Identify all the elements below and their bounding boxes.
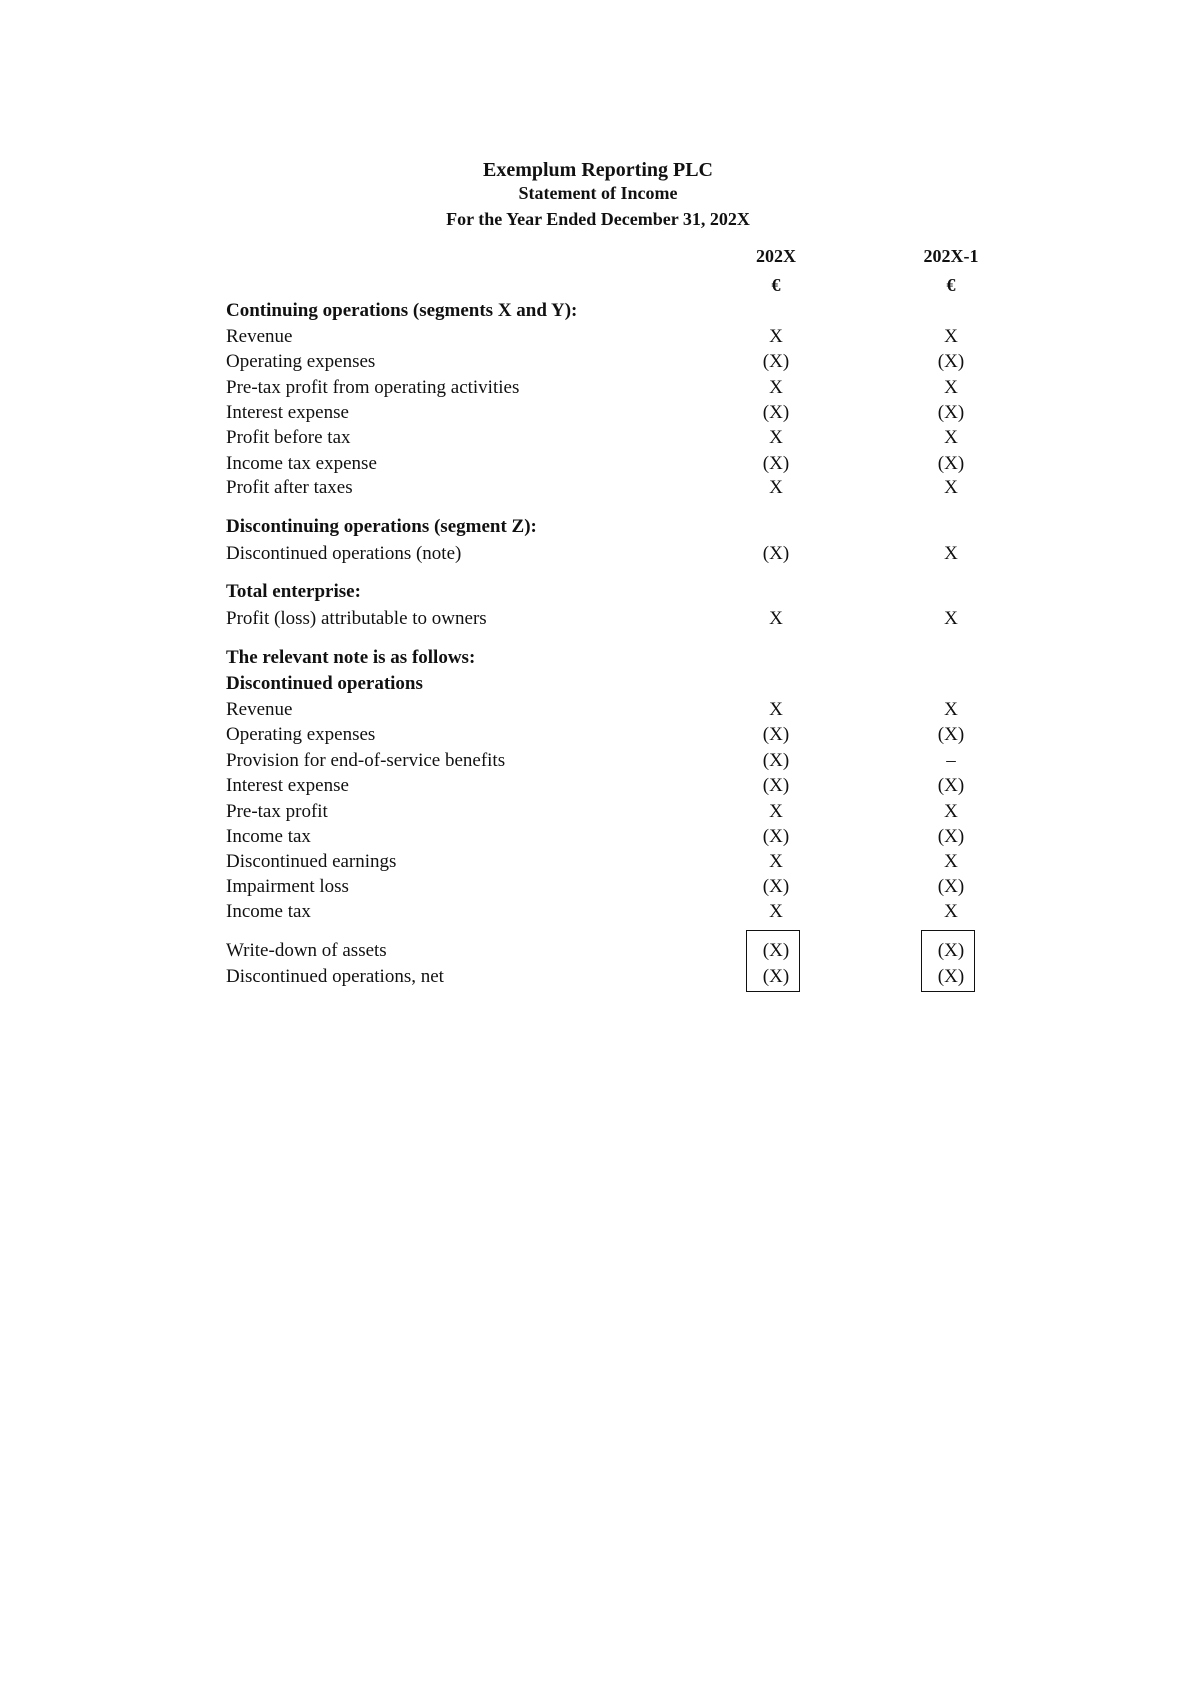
- value-prior: X: [944, 326, 958, 347]
- table-row: [226, 349, 1006, 374]
- currency-prior: €: [946, 275, 956, 295]
- table-row: [226, 697, 1006, 722]
- section-heading-row: [226, 645, 1006, 670]
- value-current: X: [769, 608, 783, 629]
- value-prior: –: [946, 750, 956, 771]
- value-prior: (X): [937, 966, 965, 987]
- row-label: Operating expenses: [226, 351, 376, 372]
- value-prior: X: [944, 901, 958, 922]
- table-row: [226, 606, 1006, 631]
- table-row: [226, 874, 1006, 899]
- value-prior: X: [944, 377, 958, 398]
- value-current: X: [769, 801, 783, 822]
- row-label: Discontinued operations, net: [226, 966, 444, 987]
- boxed-values-prior: [921, 930, 975, 992]
- table-row: [226, 425, 1006, 450]
- table-row: [226, 938, 1006, 963]
- row-label: Provision for end-of-service benefits: [226, 750, 506, 771]
- value-current: (X): [762, 351, 790, 372]
- table-row: [226, 541, 1006, 566]
- value-prior: X: [944, 801, 958, 822]
- table-row: [226, 375, 1006, 400]
- value-current: (X): [762, 826, 790, 847]
- statement-title: Statement of Income: [518, 183, 678, 203]
- value-prior: (X): [937, 775, 965, 796]
- value-prior: (X): [937, 826, 965, 847]
- row-label: Write-down of assets: [226, 940, 387, 961]
- value-current: X: [769, 477, 783, 498]
- column-header-current: 202X: [756, 246, 796, 266]
- table-row: [226, 451, 1006, 476]
- row-label: Profit (loss) attributable to owners: [226, 608, 487, 629]
- section-heading: Discontinuing operations (segment Z):: [226, 516, 537, 537]
- section-heading-row: [226, 298, 1006, 323]
- table-row: [226, 748, 1006, 773]
- value-prior: X: [944, 427, 958, 448]
- value-prior: (X): [937, 724, 965, 745]
- company-name: Exemplum Reporting PLC: [483, 159, 713, 181]
- boxed-values-current: [746, 930, 800, 992]
- value-prior: (X): [937, 940, 965, 961]
- value-prior: X: [944, 477, 958, 498]
- value-current: (X): [762, 876, 790, 897]
- value-prior: X: [944, 699, 958, 720]
- section-heading: Continuing operations (segments X and Y):: [226, 300, 578, 321]
- row-label: Pre-tax profit from operating activities: [226, 377, 520, 398]
- section-heading: Total enterprise:: [226, 581, 361, 602]
- table-row: [226, 824, 1006, 849]
- row-label: Revenue: [226, 699, 293, 720]
- value-current: (X): [762, 775, 790, 796]
- row-label: Discontinued earnings: [226, 851, 397, 872]
- row-label: Impairment loss: [226, 876, 349, 897]
- column-header-prior: 202X-1: [923, 246, 979, 266]
- table-row: [226, 722, 1006, 747]
- row-label: Discontinued operations (note): [226, 543, 462, 564]
- row-label: Profit before tax: [226, 427, 351, 448]
- value-current: X: [769, 377, 783, 398]
- value-current: X: [769, 901, 783, 922]
- value-prior: (X): [937, 351, 965, 372]
- statement-period: For the Year Ended December 31, 202X: [446, 209, 750, 229]
- value-prior: (X): [937, 876, 965, 897]
- value-current: (X): [762, 724, 790, 745]
- value-prior: X: [944, 543, 958, 564]
- value-current: (X): [762, 940, 790, 961]
- value-current: (X): [762, 543, 790, 564]
- table-row: [226, 773, 1006, 798]
- value-prior: X: [944, 851, 958, 872]
- table-row: [226, 964, 1006, 989]
- value-current: X: [769, 427, 783, 448]
- table-row: [226, 799, 1006, 824]
- currency-current: €: [771, 275, 781, 295]
- row-label: Operating expenses: [226, 724, 376, 745]
- row-label: Income tax expense: [226, 453, 377, 474]
- value-prior: (X): [937, 402, 965, 423]
- table-row: [226, 400, 1006, 425]
- statement-header: [420, 158, 776, 234]
- section-heading-row: [226, 514, 1006, 539]
- row-label: Interest expense: [226, 775, 349, 796]
- value-current: X: [769, 851, 783, 872]
- row-label: Pre-tax profit: [226, 801, 328, 822]
- table-row: [226, 475, 1006, 500]
- value-current: (X): [762, 453, 790, 474]
- section-heading: Discontinued operations: [226, 673, 423, 694]
- value-prior: (X): [937, 453, 965, 474]
- value-prior: X: [944, 608, 958, 629]
- value-current: (X): [762, 750, 790, 771]
- row-label: Revenue: [226, 326, 293, 347]
- section-heading: The relevant note is as follows:: [226, 647, 476, 668]
- row-label: Income tax: [226, 901, 311, 922]
- value-current: (X): [762, 402, 790, 423]
- table-row: [226, 324, 1006, 349]
- table-row: [226, 849, 1006, 874]
- section-heading-row: [226, 579, 1006, 604]
- value-current: X: [769, 326, 783, 347]
- section-heading-row: [226, 671, 1006, 696]
- table-row: [226, 899, 1006, 924]
- row-label: Profit after taxes: [226, 477, 353, 498]
- row-label: Income tax: [226, 826, 311, 847]
- value-current: (X): [762, 966, 790, 987]
- row-label: Interest expense: [226, 402, 349, 423]
- value-current: X: [769, 699, 783, 720]
